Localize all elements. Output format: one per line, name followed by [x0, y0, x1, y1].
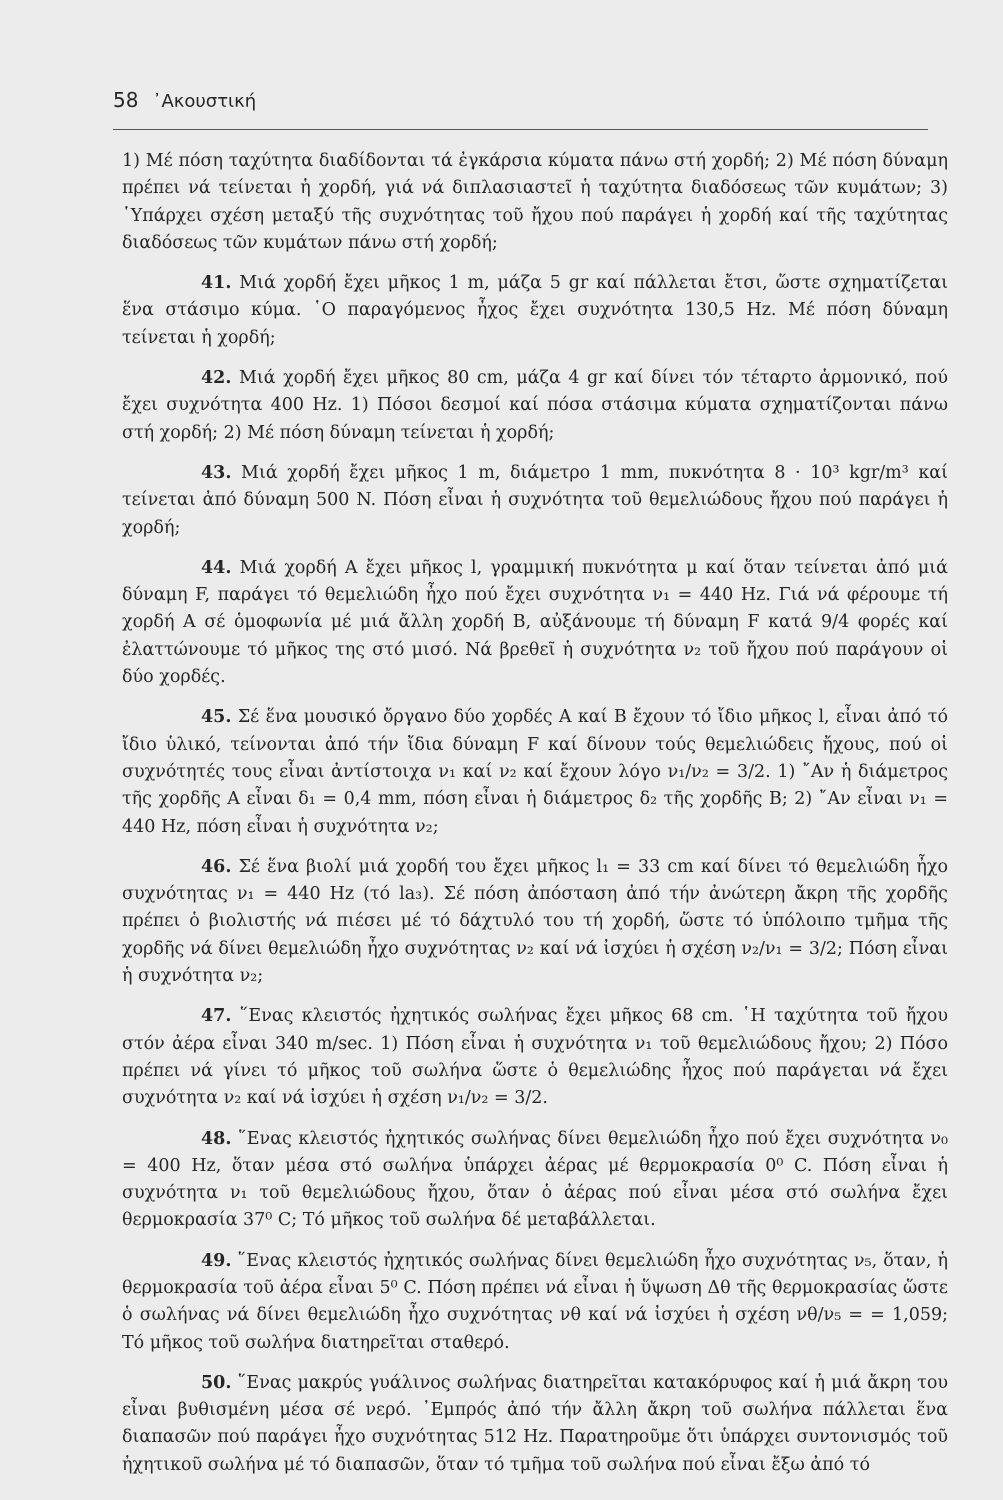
- exercise-42: 42. Μιά χορδή ἔχει μῆκος 80 cm, μάζα 4 gr καί δίνει τόν τέταρτο ἁρμονικό, πού ἔχει συχνότητα 400 Hz. 1) Πόσοι δεσμοί καί πόσα στάσιμα κύματα σχηματίζονται πάνω στή χορδή; 2) Μέ πόση δύναμη τείνεται ἡ χορδή;: [122, 368, 948, 443]
- exercise-48: 48. ῞Ενας κλειστός ἠχητικός σωλήνας δίνει θεμελιώδη ἦχο πού ἔχει συχνότητα ν₀ = 400 Hz, ὅταν μέσα στό σωλήνα ὑπάρχει ἀέρας μέ θερμοκρασία 0⁰ C. Πόση εἶναι ἡ συχνότητα ν₁ τοῦ θεμελιώδους ἤχου, ὅταν ὁ ἀέρας πού εἶναι μέσα στό σωλήνα ἔχει θερμοκρασία 37⁰ C; Τό μῆκος τοῦ σωλήνα δέ μεταβάλλεται.: [122, 1128, 948, 1231]
- text-body: [122, 148, 948, 1492]
- chapter-title: ᾿Ακουστική: [152, 91, 257, 112]
- page-number: 58: [113, 88, 139, 112]
- exercise-50: 50. ῞Ενας μακρύς γυάλινος σωλήνας διατηρεῖται κατακόρυφος καί ἡ μιά ἄκρη του εἶναι βυθισμένη μέσα σέ νερό. ᾿Εμπρός ἀπό τήν ἄλλη ἄκρη τοῦ σωλήνα πάλλεται ἕνα διαπασῶν πού παράγει ἦχο συχνότητας 512 Hz. Παρατηροῦμε ὅτι ὑπάρχει συντονισμός τοῦ ἠχητικοῦ σωλήνα μέ τό διαπασῶν, ὅταν τό τμῆμα τοῦ σωλήνα πού εἶναι ἔξω ἀπό τό: [122, 1372, 948, 1475]
- paragraph-continuation: 1) Μέ πόση ταχύτητα διαδίδονται τά ἐγκάρσια κύματα πάνω στή χορδή; 2) Μέ πόση δύναμη πρέπει νά τείνεται ἡ χορδή, γιά νά διπλασιαστεῖ ἡ ταχύτητα διαδόσεως τῶν κυμάτων; 3) ῾Υπάρχει σχέση μεταξύ τῆς συχνότητας τοῦ ἤχου πού παράγει ἡ χορδή καί τῆς ταχύτητας διαδόσεως τῶν κυμάτων πάνω στή χορδή;: [122, 151, 948, 253]
- exercise-45: 45. Σέ ἕνα μουσικό ὄργανο δύο χορδές Α καί Β ἔχουν τό ἴδιο μῆκος l, εἶναι ἀπό τό ἴδιο ὑλικό, τείνονται ἀπό τήν ἴδια δύναμη F καί δίνουν τούς θεμελιώδεις ἤχους, πού οἱ συχνότητές τους εἶναι ἀντίστοιχα ν₁ καί ν₂ καί ἔχουν λόγο ν₁/ν₂ = 3/2. 1) ῎Αν ἡ διάμετρος τῆς χορδῆς Α εἶναι δ₁ = 0,4 mm, πόση εἶναι ἡ διάμετρος δ₂ τῆς χορδῆς Β; 2) ῎Αν εἶναι ν₁ = 440 Hz, πόση εἶναι ἡ συχνότητα ν₂;: [122, 707, 948, 837]
- exercise-49: 49. ῞Ενας κλειστός ἠχητικός σωλήνας δίνει θεμελιώδη ἦχο συχνότητας ν₅, ὅταν, ἡ θερμοκρασία τοῦ ἀέρα εἶναι 5⁰ C. Πόση πρέπει νά εἶναι ἡ ὕψωση Δθ τῆς θερμοκρασίας ὥστε ὁ σωλήνας νά δίνει θεμελιώδη ἦχο συχνότητας νθ καί νά ἰσχύει ἡ σχέση νθ/ν₅ = = 1,059; Τό μῆκος τοῦ σωλήνα διατηρεῖται σταθερό.: [122, 1250, 948, 1353]
- running-head: [113, 88, 256, 112]
- header-rule: [113, 129, 928, 130]
- exercise-43: 43. Μιά χορδή ἔχει μῆκος 1 m, διάμετρο 1 mm, πυκνότητα 8 · 10³ kgr/m³ καί τείνεται ἀπό δύναμη 500 N. Πόση εἶναι ἡ συχνότητα τοῦ θεμελιώδους ἤχου πού παράγει ἡ χορδή;: [122, 462, 948, 538]
- exercise-46: 46. Σέ ἕνα βιολί μιά χορδή του ἔχει μῆκος l₁ = 33 cm καί δίνει τό θεμελιώδη ἦχο συχνότητας ν₁ = 440 Hz (τό la₃). Σέ πόση ἀπόσταση ἀπό τήν ἀνώτερη ἄκρη τῆς χορδῆς πρέπει ὁ βιολιστής νά πιέσει μέ τό δάχτυλό του τή χορδή, ὥστε τό ὑπόλοιπο τμῆμα τῆς χορδῆς νά δίνει θεμελιώδη ἦχο συχνότητας ν₂ καί νά ἰσχύει ἡ σχέση ν₂/ν₁ = 3/2; Πόση εἶναι ἡ συχνότητα ν₂;: [122, 856, 948, 987]
- exercise-44: 44. Μιά χορδή Α ἔχει μῆκος l, γραμμική πυκνότητα μ καί ὅταν τείνεται ἀπό μιά δύναμη F, παράγει τό θεμελιώδη ἦχο πού ἔχει συχνότητα ν₁ = 440 Hz. Γιά νά φέρουμε τή χορδή Α σέ ὁμοφωνία μέ μιά ἄλλη χορδή Β, αὐξάνουμε τή δύναμη F κατά 9/4 φορές καί ἐλαττώνουμε τό μῆκος της στό μισό. Νά βρεθεῖ ἡ συχνότητα ν₂ τοῦ ἤχου πού παράγουν οἱ δύο χορδές.: [122, 557, 948, 688]
- exercise-41: 41. Μιά χορδή ἔχει μῆκος 1 m, μάζα 5 gr καί πάλλεται ἔτσι, ὥστε σχηματίζεται ἕνα στάσιμο κύμα. ῾Ο παραγόμενος ἦχος ἔχει συχνότητα 130,5 Hz. Μέ πόση δύναμη τείνεται ἡ χορδή;: [122, 273, 948, 348]
- exercise-47: 47. ῞Ενας κλειστός ἠχητικός σωλήνας ἔχει μῆκος 68 cm. ῾Η ταχύτητα τοῦ ἤχου στόν ἀέρα εἶναι 340 m/sec. 1) Πόση εἶναι ἡ συχνότητα ν₁ τοῦ θεμελιώδους ἤχου; 2) Πόσο πρέπει νά γίνει τό μῆκος τοῦ σωλήνα ὥστε ὁ θεμελιώδης ἦχος πού παράγεται νά ἔχει συχνότητα ν₂ καί νά ἰσχύει ἡ σχέση ν₁/ν₂ = 3/2.: [122, 1006, 948, 1109]
